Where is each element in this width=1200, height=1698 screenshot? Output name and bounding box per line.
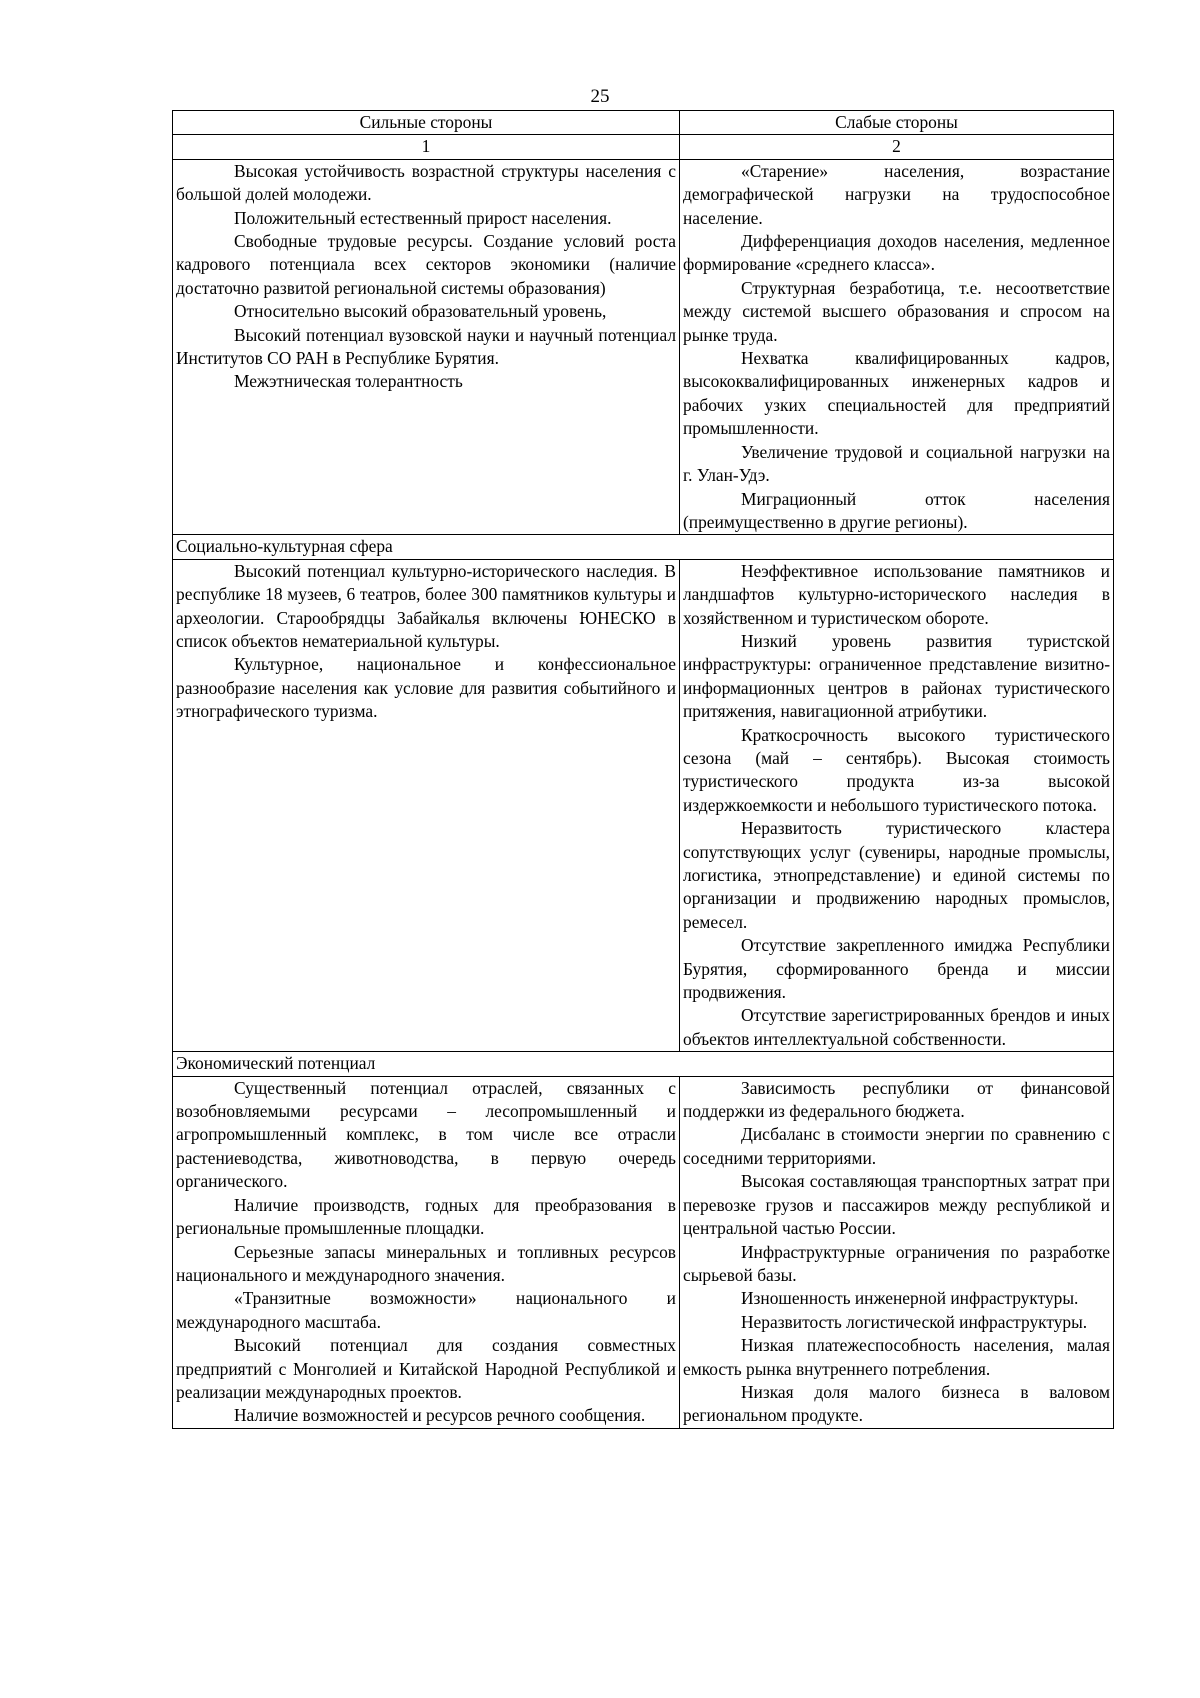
weaknesses-cell <box>680 159 1114 535</box>
table-row <box>173 159 1114 535</box>
weakness-item: Инфраструктурные ограничения по разработке сырьевой базы. <box>683 1241 1110 1285</box>
strength-item: Существенный потенциал отраслей, связанных с возобновляемыми ресурсами – лесопромышленный и агропромышленный комплекс, в том числе все отрасли растениеводства, животноводства, в первую очередь органического. <box>176 1077 676 1192</box>
section-row <box>173 535 1114 559</box>
weakness-item: Низкая доля малого бизнеса в валовом региональном продукте. <box>683 1381 1110 1426</box>
weakness-item: Низкая платежеспособность населения, малая емкость рынка внутреннего потребления. <box>683 1335 1110 1379</box>
weakness-item: Отсутствие зарегистрированных брендов и иных объектов интеллектуальной собственности. <box>683 1005 1110 1049</box>
strength-item: Межэтническая толерантность <box>234 371 463 392</box>
page-number: 25 <box>590 86 610 107</box>
weakness-item: Отсутствие закрепленного имиджа Республики Бурятия, сформированного бренда и миссии продвижения. <box>683 935 1110 1003</box>
weakness-item: Неэффективное использование памятников и ландшафтов культурно-исторического наследия в хозяйственном и туристическом обороте. <box>683 560 1110 628</box>
weakness-item: Низкий уровень развития туристской инфраструктуры: ограниченное представление визитно-информационных центров в районах туристического притяжения, навигационной атрибутики. <box>683 630 1110 722</box>
strength-item: Высокая устойчивость возрастной структуры населения с большой долей молодежи. <box>176 160 676 205</box>
table-row <box>173 1076 1114 1428</box>
weakness-item: Дифференциация доходов населения, медленное формирование «среднего класса». <box>683 231 1110 275</box>
strength-item: Высокий потенциал вузовской науки и научный потенциал Институтов СО РАН в Республике Бурятия. <box>176 324 676 369</box>
strength-item: Свободные трудовые ресурсы. Создание условий роста кадрового потенциала всех секторов экономики (наличие достаточно развитой региональной системы образования) <box>176 231 676 298</box>
strength-item: Наличие производств, годных для преобразования в региональные промышленные площадки. <box>176 1194 676 1239</box>
weakness-item: Неразвитость логистической инфраструктуры. <box>741 1311 1088 1332</box>
strength-item: Высокий потенциал для создания совместных предприятий с Монголией и Китайской Народной Республикой и реализации международных проектов. <box>176 1335 676 1402</box>
header-row <box>173 111 1114 135</box>
weakness-item: Высокая составляющая транспортных затрат при перевозке грузов и пассажиров между республикой и центральной частью России. <box>683 1171 1110 1239</box>
weakness-item: Дисбаланс в стоимости энергии по сравнению с соседними территориями. <box>683 1124 1110 1168</box>
weakness-item: Изношенность инженерной инфраструктуры. <box>741 1288 1079 1309</box>
header-strengths: Сильные стороны <box>173 111 680 135</box>
strengths-cell <box>173 1076 680 1428</box>
table-row <box>173 559 1114 1052</box>
strength-item: Положительный естественный прирост населения. <box>234 207 612 228</box>
strength-item: Серьезные запасы минеральных и топливных ресурсов национального и международного значения. <box>176 1241 676 1285</box>
strength-item: Высокий потенциал культурно-исторического наследия. В республике 18 музеев, 6 театров, более 300 памятников культуры и археологии. Старообрядцы Забайкалья включены ЮНЕСКО в список объектов нематериальной культуры. <box>176 560 676 651</box>
header-weaknesses: Слабые стороны <box>680 111 1114 135</box>
section-title: Социально-культурная сфера <box>173 535 1114 559</box>
weakness-item: Зависимость республики от финансовой поддержки из федерального бюджета. <box>683 1077 1110 1122</box>
strengths-cell <box>173 559 680 1052</box>
strength-item: Культурное, национальное и конфессиональное разнообразие населения как условие для развития событийного и этнографического туризма. <box>176 654 676 722</box>
strength-item: Наличие возможностей и ресурсов речного сообщения. <box>234 1405 646 1426</box>
section-title: Экономический потенциал <box>173 1052 1114 1076</box>
column-number-1: 1 <box>173 135 680 159</box>
weakness-item: Краткосрочность высокого туристического сезона (май – сентябрь). Высокая стоимость туристического продукта из-за высокой издержкоемкости и небольшого туристического потока. <box>683 724 1110 815</box>
weakness-item: Увеличение трудовой и социальной нагрузки на г. Улан-Удэ. <box>683 441 1110 486</box>
weakness-item: «Старение» населения, возрастание демографической нагрузки на трудоспособное население. <box>683 160 1110 228</box>
column-number-row <box>173 135 1114 159</box>
weakness-item: Структурная безработица, т.е. несоответствие между системой высшего образования и спросом на рынке труда. <box>683 277 1110 345</box>
weaknesses-cell <box>680 1076 1114 1428</box>
swot-table <box>172 110 1114 1429</box>
weakness-item: Нехватка квалифицированных кадров, высококвалифицированных инженерных кадров и рабочих узких специальностей для предприятий промышленности. <box>683 348 1110 439</box>
column-number-2: 2 <box>680 135 1114 159</box>
strength-item: Относительно высокий образовательный уровень, <box>234 301 607 322</box>
section-row <box>173 1052 1114 1076</box>
strength-item: «Транзитные возможности» национального и международного масштаба. <box>176 1288 676 1332</box>
weakness-item: Миграционный отток населения (преимущественно в другие регионы). <box>683 488 1110 532</box>
strengths-cell <box>173 159 680 535</box>
weaknesses-cell <box>680 559 1114 1052</box>
weakness-item: Неразвитость туристического кластера сопутствующих услуг (сувениры, народные промыслы, логистика, этнопредставление) и единой системы по организации и продвижению народных промыслов, ремесел. <box>683 818 1110 932</box>
